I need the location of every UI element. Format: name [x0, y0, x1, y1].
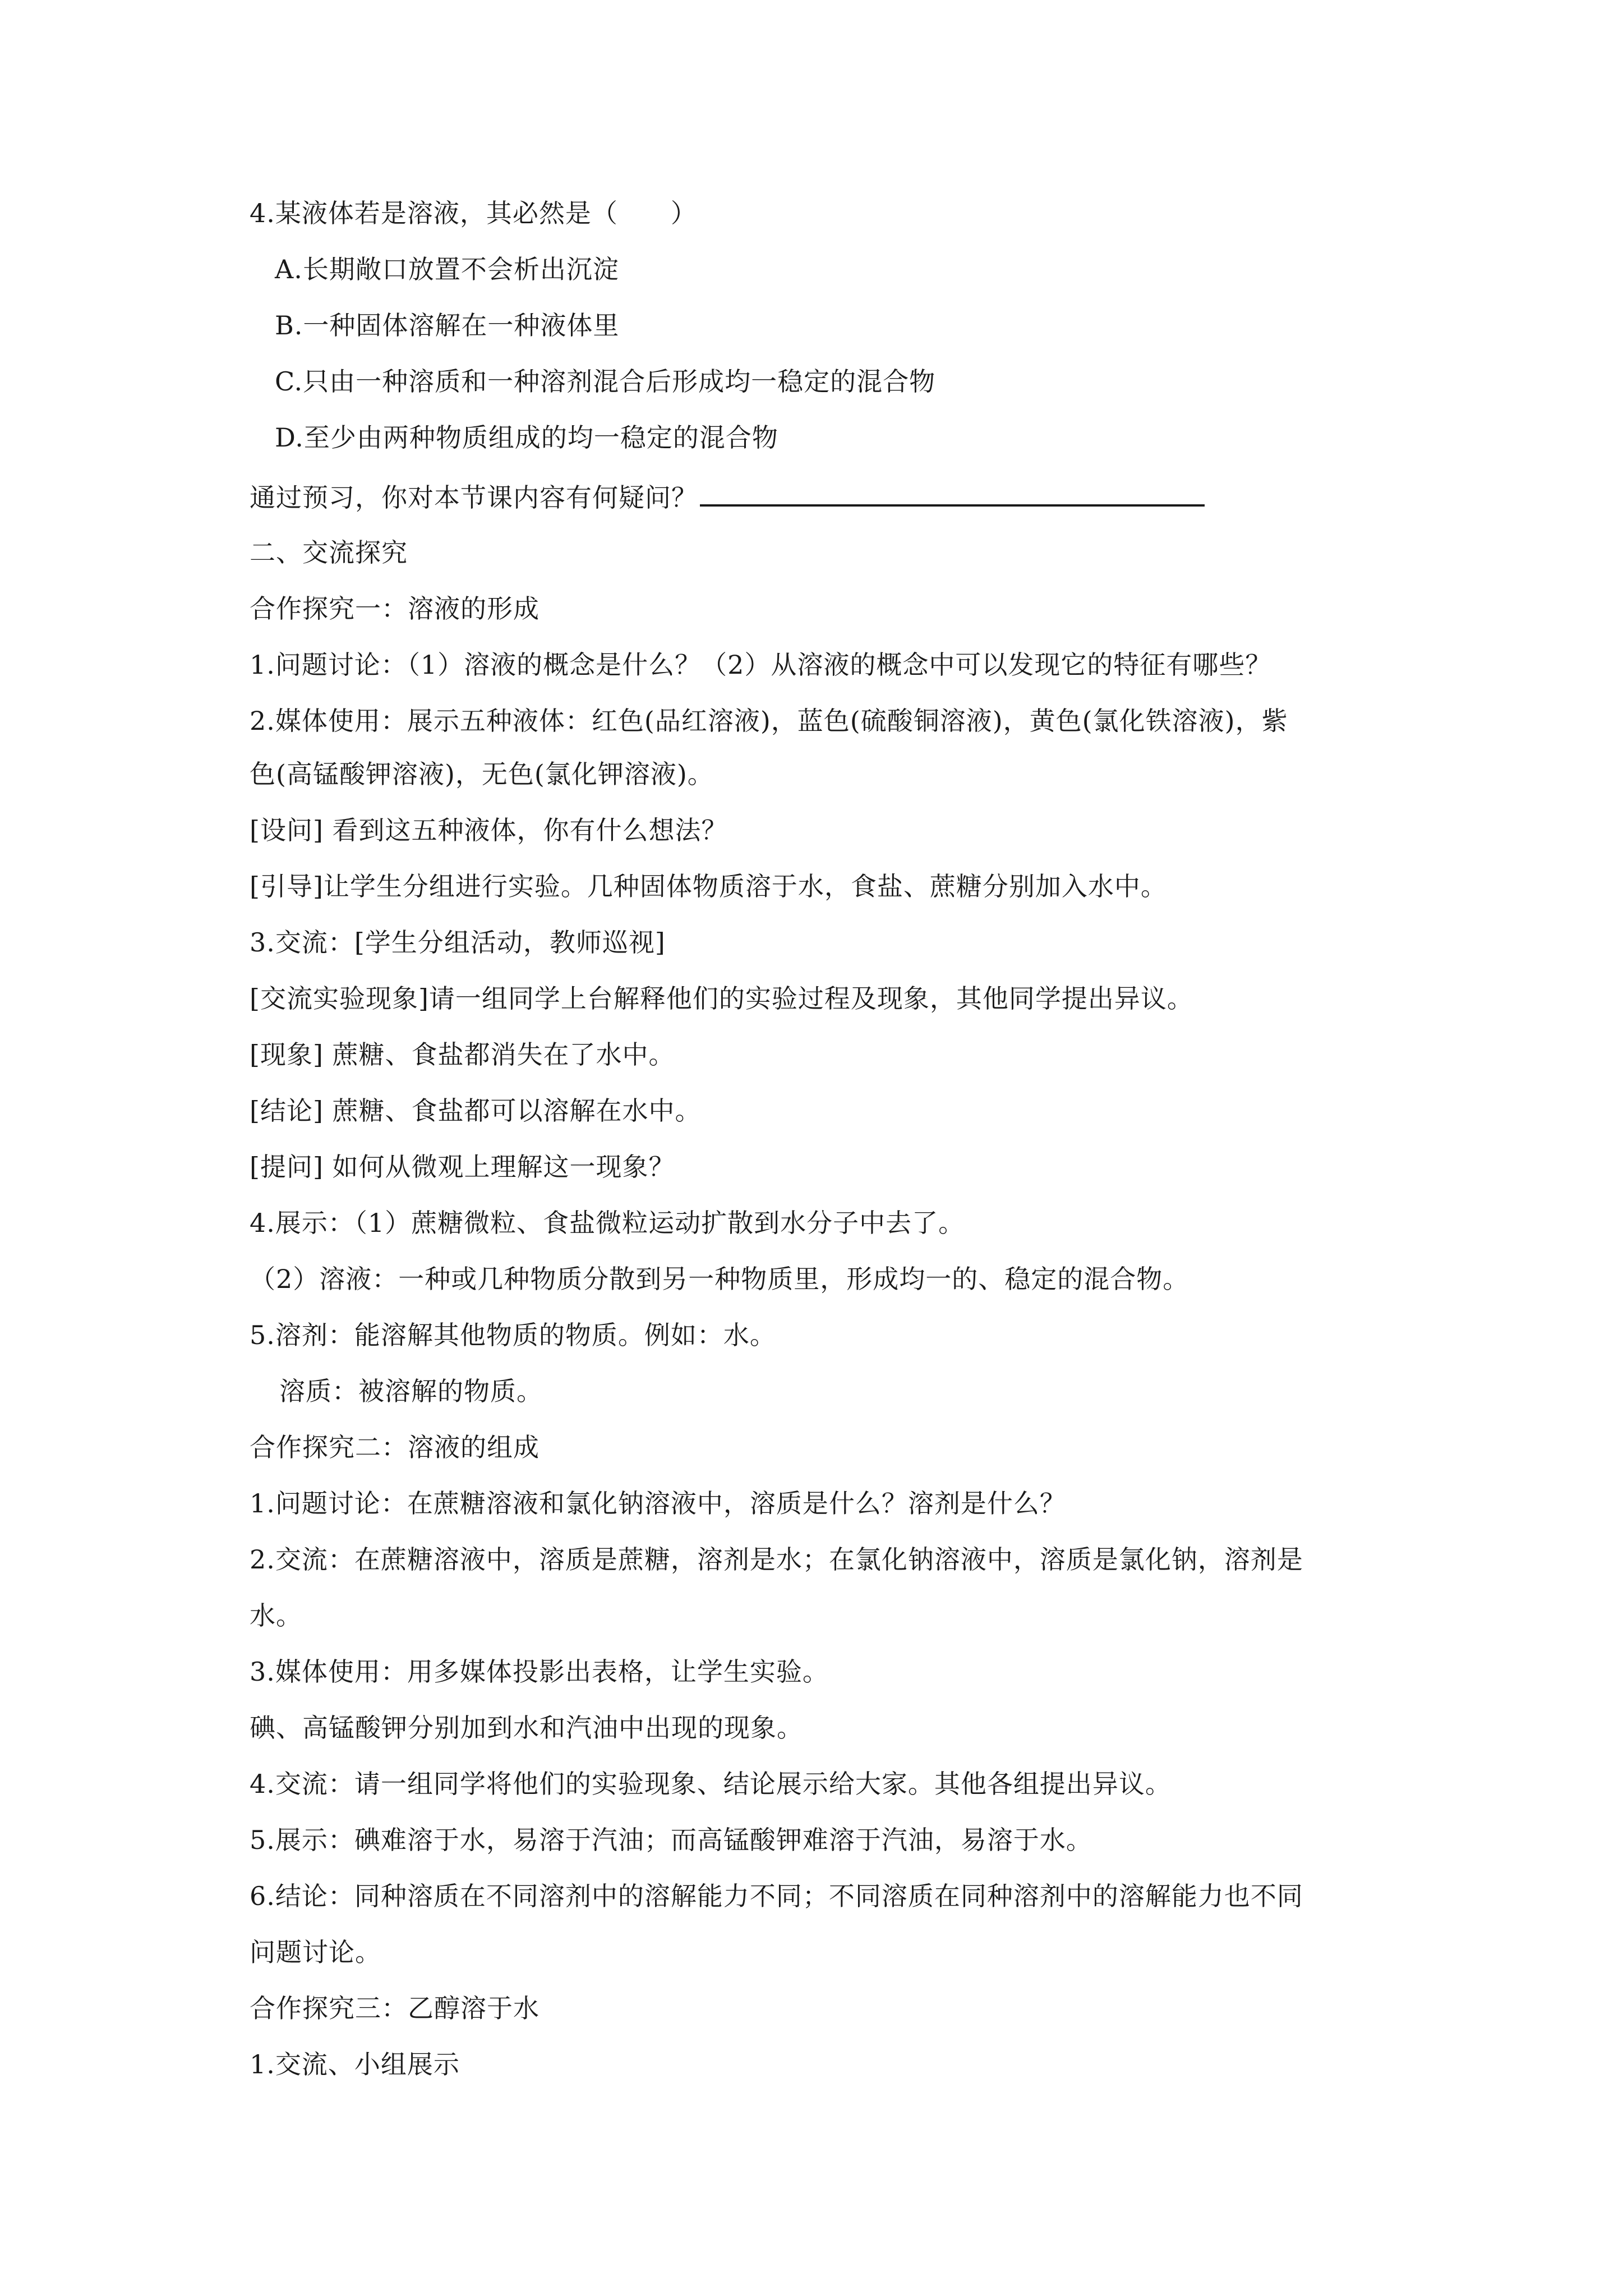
- coop2-item-4: 4.交流：请一组同学将他们的实验现象、结论展示给大家。其他各组提出异议。: [250, 1769, 1172, 1799]
- coop1-ask: [设问] 看到这五种液体，你有什么想法？: [250, 815, 728, 845]
- coop1-conclusion: [结论] 蔗糖、食盐都可以溶解在水中。: [250, 1096, 702, 1126]
- section-heading: 二、交流探究: [250, 537, 408, 568]
- coop2-item-3: 3.媒体使用：用多媒体投影出表格，让学生实验。: [250, 1657, 829, 1687]
- coop2-item-6: 6.结论：同种溶质在不同溶剂中的溶解能力不同；不同溶质在同种溶剂中的溶解能力也不同: [250, 1881, 1303, 1911]
- coop2-item-5: 5.展示：碘难溶于水，易溶于汽油；而高锰酸钾难溶于汽油，易溶于水。: [250, 1825, 1092, 1855]
- coop1-item-2: 2.媒体使用：展示五种液体：红色(品红溶液)，蓝色(硫酸铜溶液)，黄色(氯化铁溶液)，紫: [250, 706, 1288, 736]
- coop1-item-5-solute: 溶质：被溶解的物质。: [279, 1376, 543, 1406]
- coop2-item-1: 1.问题讨论：在蔗糖溶液和氯化钠溶液中，溶质是什么？溶剂是什么？: [250, 1488, 1066, 1519]
- coop1-item-1: 1.问题讨论：（1）溶液的概念是什么？（2）从溶液的概念中可以发现它的特征有哪些？: [250, 650, 1272, 680]
- coop1-item-3: 3.交流：[学生分组活动，教师巡视]: [250, 927, 666, 958]
- coop2-item-6-cont: 问题讨论。: [250, 1937, 381, 1967]
- answer-blank: [700, 480, 1205, 507]
- coop2-item-3-cont: 碘、高锰酸钾分别加到水和汽油中出现的现象。: [250, 1713, 803, 1743]
- option-a: A.长期敞口放置不会析出沉淀: [275, 254, 619, 284]
- coop2-title: 合作探究二：溶液的组成: [250, 1432, 540, 1462]
- coop2-item-2: 2.交流：在蔗糖溶液中，溶质是蔗糖，溶剂是水；在氯化钠溶液中，溶质是氯化钠，溶剂是: [250, 1544, 1303, 1575]
- preview-question-line: [250, 480, 1205, 514]
- coop1-item-2-cont: 色(高锰酸钾溶液)，无色(氯化钾溶液)。: [250, 759, 714, 789]
- coop1-item-4: 4.展示：（1）蔗糖微粒、食盐微粒运动扩散到水分子中去了。: [250, 1208, 965, 1238]
- coop2-item-2-cont: 水。: [250, 1600, 302, 1631]
- preview-question-text: 通过预习，你对本节课内容有何疑问？: [250, 482, 698, 513]
- coop1-item-4-2: （2）溶液：一种或几种物质分散到另一种物质里，形成均一的、稳定的混合物。: [250, 1264, 1189, 1294]
- coop3-title: 合作探究三：乙醇溶于水: [250, 1993, 540, 2023]
- option-b: B.一种固体溶解在一种液体里: [275, 310, 620, 341]
- coop1-phenomenon: [现象] 蔗糖、食盐都消失在了水中。: [250, 1039, 675, 1070]
- coop1-guide: [引导]让学生分组进行实验。几种固体物质溶于水，食盐、蔗糖分别加入水中。: [250, 871, 1167, 901]
- coop3-item-1: 1.交流、小组展示: [250, 2049, 460, 2079]
- coop1-exchange: [交流实验现象]请一组同学上台解释他们的实验过程及现象，其他同学提出异议。: [250, 983, 1193, 1014]
- coop1-question: [提问] 如何从微观上理解这一现象？: [250, 1152, 675, 1182]
- option-d: D.至少由两种物质组成的均一稳定的混合物: [275, 422, 778, 453]
- option-c: C.只由一种溶质和一种溶剂混合后形成均一稳定的混合物: [275, 366, 936, 397]
- coop1-title: 合作探究一：溶液的形成: [250, 593, 540, 624]
- question-4: 4.某液体若是溶液，其必然是（ ）: [250, 198, 697, 228]
- coop1-item-5: 5.溶剂：能溶解其他物质的物质。例如：水。: [250, 1320, 776, 1350]
